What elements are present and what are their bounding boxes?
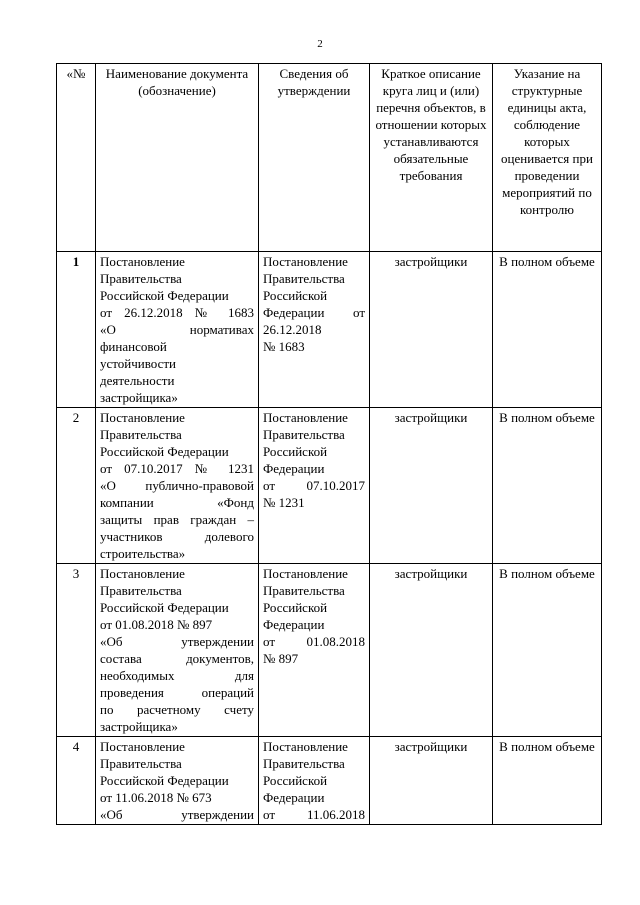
persons-cell: застройщики [370,737,493,825]
row-number: 3 [57,564,96,737]
row-number: 4 [57,737,96,825]
approval-cell: Постановление Правительства Российской Федерации от 07.10.2017 № 1231 [259,408,370,564]
persons-cell: застройщики [370,408,493,564]
persons-cell: застройщики [370,252,493,408]
persons-cell: застройщики [370,564,493,737]
document-name-cell: Постановление Правительства Российской Федерации от 07.10.2017 № 1231 «О публично-правовой компании «Фонд защиты прав граждан – участников долевого строительства» [96,408,259,564]
approval-cell: Постановление Правительства Российской Федерации от 01.08.2018 № 897 [259,564,370,737]
units-cell: В полном объеме [493,564,602,737]
page-number: 2 [317,38,323,50]
table-row [57,564,602,737]
units-cell: В полном объеме [493,737,602,825]
approval-cell: Постановление Правительства Российской Федерации от 11.06.2018 [259,737,370,825]
header-approval: Сведения об утверждении [259,64,370,252]
document-name-cell: Постановление Правительства Российской Федерации от 11.06.2018 № 673 «Об утверждении [96,737,259,825]
approval-cell: Постановление Правительства Российской Федерации от 26.12.2018 № 1683 [259,252,370,408]
header-number: «№ [57,64,96,252]
units-cell: В полном объеме [493,252,602,408]
requirements-table [56,63,602,825]
table-row [57,408,602,564]
units-cell: В полном объеме [493,408,602,564]
table-row [57,737,602,825]
header-document-name: Наименование документа (обозначение) [96,64,259,252]
header-structural-units: Указание на структурные единицы акта, соблюдение которых оценивается при проведении мероприятий по контролю [493,64,602,252]
row-number: 2 [57,408,96,564]
document-name-cell: Постановление Правительства Российской Федерации от 01.08.2018 № 897 «Об утверждении состава документов, необходимых для проведения операций по расчетному счету застройщика» [96,564,259,737]
document-name-cell: Постановление Правительства Российской Федерации от 26.12.2018 № 1683 «О нормативах финансовой устойчивости деятельности застройщика» [96,252,259,408]
header-persons-description: Краткое описание круга лиц и (или) перечня объектов, в отношении которых устанавливаются обязательные требования [370,64,493,252]
row-number: 1 [57,252,96,408]
table-header-row [57,64,602,252]
table-row [57,252,602,408]
